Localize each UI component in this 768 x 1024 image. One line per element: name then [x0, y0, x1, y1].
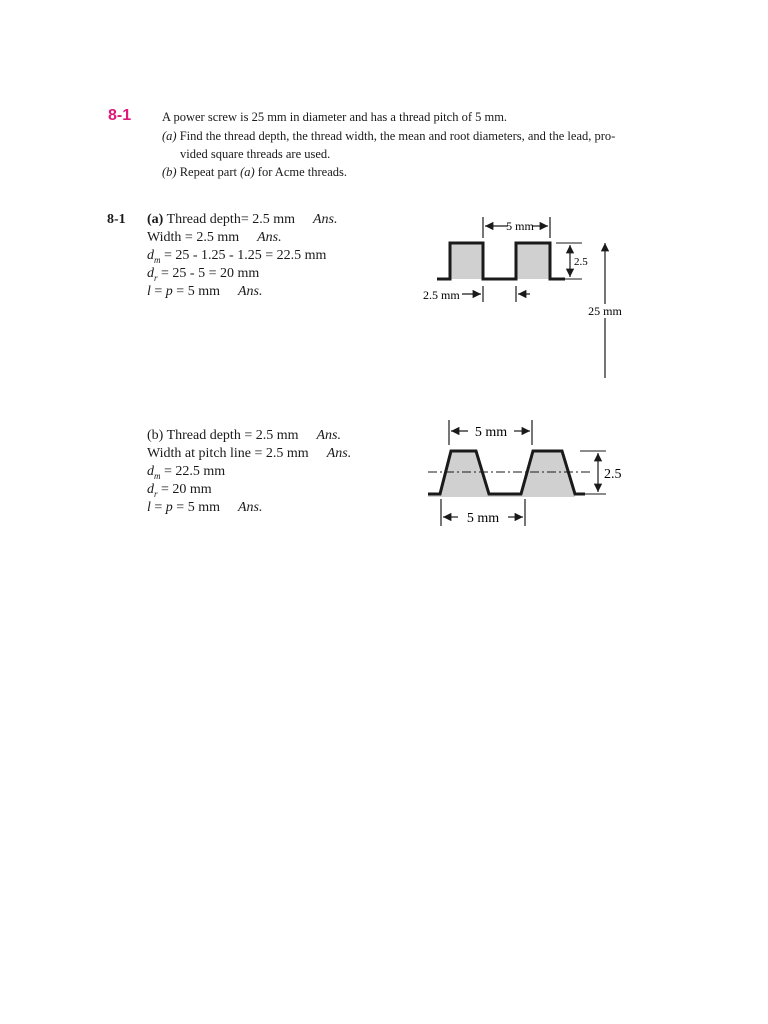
- problem-statement: A power screw is 25 mm in diameter and has a thread pitch of 5 mm.: [162, 110, 508, 124]
- part-b-ref: (a): [240, 165, 255, 179]
- diameter-label: 25 mm: [588, 304, 622, 318]
- sol-b-depth: (b) Thread depth = 2.5 mm: [147, 428, 299, 443]
- problem-part-a-cont: vided square threads are used.: [180, 147, 331, 161]
- part-a-tag: (a): [162, 129, 177, 143]
- part-b-pre: Repeat part: [179, 165, 241, 179]
- sol-a-width: Width = 2.5 mm: [147, 230, 240, 245]
- part-b-post: for Acme threads.: [254, 165, 347, 179]
- eq: =: [150, 284, 166, 299]
- eq: =: [150, 500, 166, 515]
- top-pitch-label: 5 mm: [474, 425, 508, 440]
- acme-thread-figure: [428, 420, 622, 526]
- sub-m: m: [154, 470, 161, 481]
- ans-label: Ans.: [313, 212, 338, 227]
- sym-p: p: [165, 500, 173, 515]
- sym-d: d: [147, 482, 154, 497]
- sol-a-label: (a): [147, 212, 164, 227]
- square-thread-fill: [437, 243, 565, 279]
- depth-label: 2.5: [574, 256, 588, 268]
- sub-r: r: [154, 272, 158, 283]
- sub-m: m: [154, 254, 161, 265]
- ans-label: Ans.: [316, 428, 341, 443]
- problem-number: 8-1: [108, 107, 132, 124]
- sym-p: p: [165, 284, 173, 299]
- ans-label: Ans.: [237, 500, 263, 515]
- sym-d: d: [147, 464, 154, 479]
- sym-l: l: [147, 284, 151, 299]
- sol-a-lead: = 5 mm: [172, 284, 220, 299]
- sol-a-mean-diameter: = 25 - 1.25 - 1.25 = 22.5 mm: [160, 248, 327, 263]
- part-a-text: Find the thread depth, the thread width, the mean and root diameters, and the lead, pro-: [179, 129, 616, 143]
- ans-label: Ans.: [237, 284, 263, 299]
- sol-b-root-diameter: = 20 mm: [157, 482, 212, 497]
- sol-b-width: Width at pitch line = 2.5 mm: [147, 446, 309, 461]
- pitch-label: 5 mm: [506, 219, 534, 233]
- sym-l: l: [147, 500, 151, 515]
- ans-label: Ans.: [257, 230, 282, 245]
- square-thread-figure: [423, 217, 625, 378]
- sym-d: d: [147, 248, 154, 263]
- b-depth-label: 2.5: [604, 467, 622, 482]
- sol-a-depth: Thread depth= 2.5 mm: [166, 212, 295, 227]
- sym-d: d: [147, 266, 154, 281]
- ans-label: Ans.: [326, 446, 352, 461]
- bottom-pitch-label: 5 mm: [466, 511, 500, 526]
- part-b-tag: (b): [162, 165, 177, 179]
- sol-a-root-diameter: = 25 - 5 = 20 mm: [157, 266, 260, 281]
- sol-b-mean-diameter: = 22.5 mm: [160, 464, 226, 479]
- width-label: 2.5 mm: [423, 288, 460, 302]
- sub-r: r: [154, 488, 158, 499]
- sol-b-lead: = 5 mm: [172, 500, 220, 515]
- solution-number: 8-1: [107, 212, 126, 227]
